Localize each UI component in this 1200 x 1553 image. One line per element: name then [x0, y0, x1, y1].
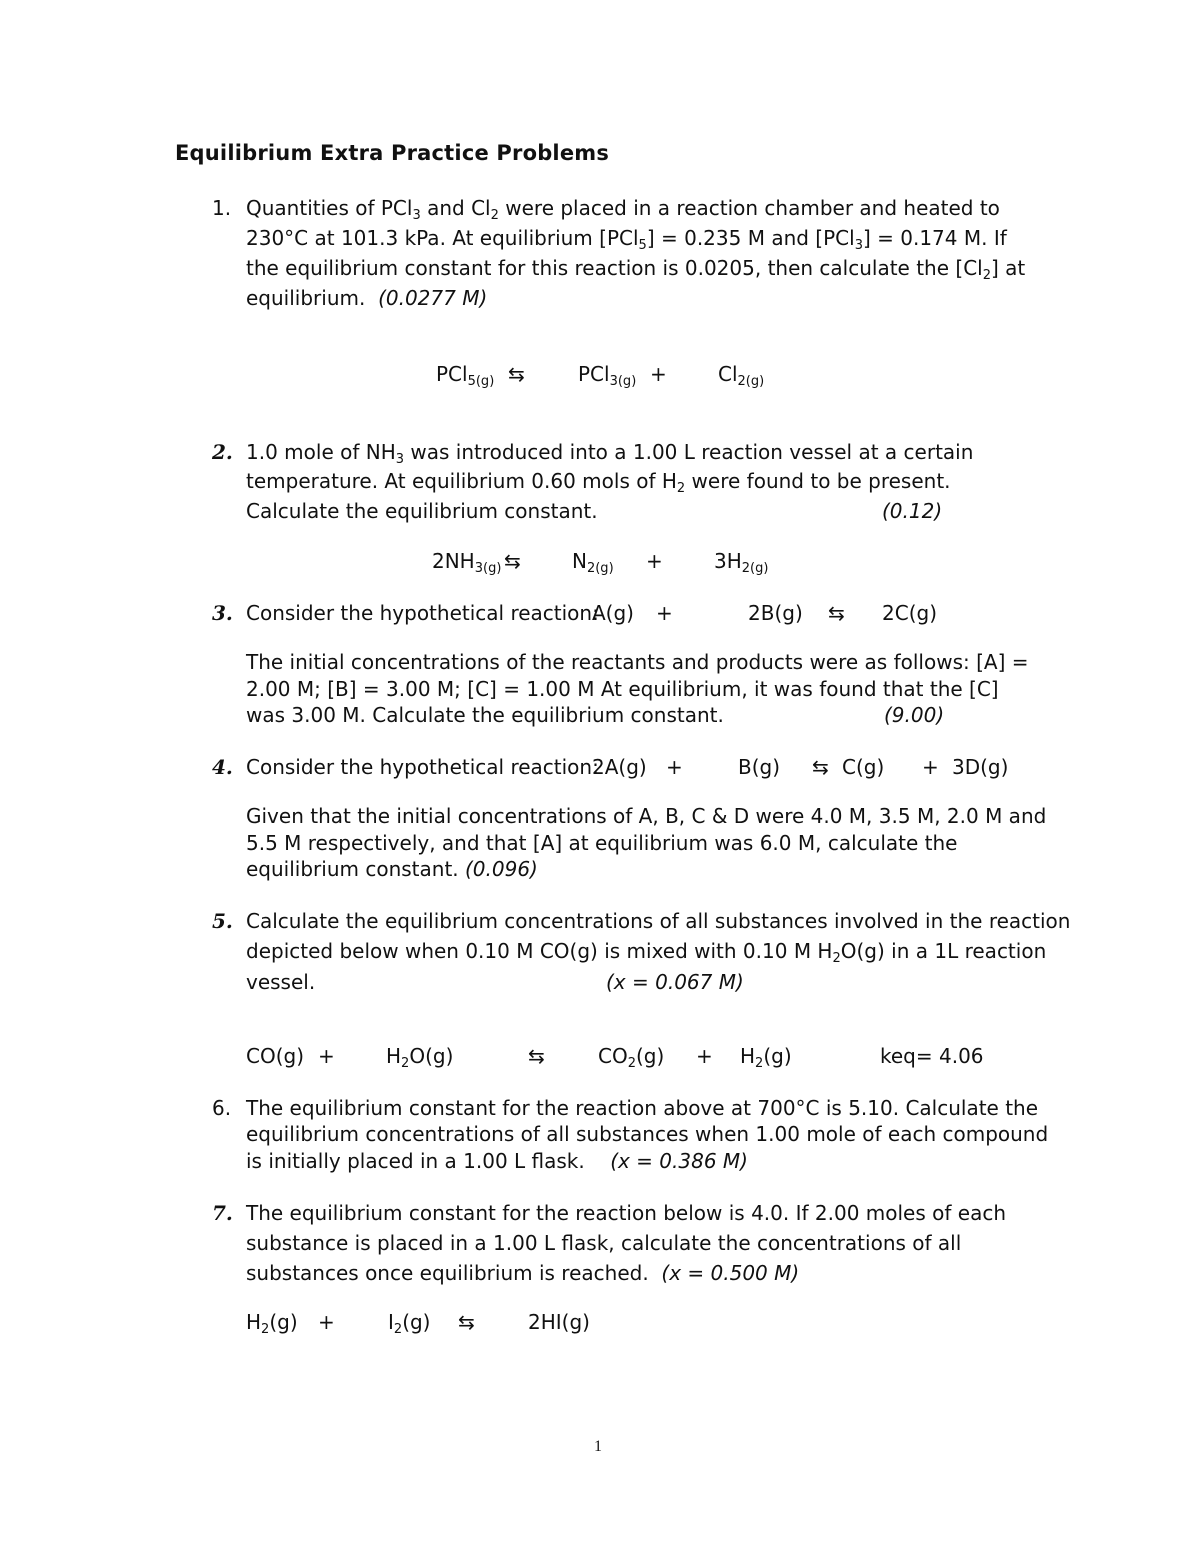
reactant: 2B(g): [748, 601, 803, 625]
product: 2C(g): [882, 601, 937, 625]
problem-text-line: substance is placed in a 1.00 L flask, calculate the concentrations of all: [246, 1231, 962, 1255]
product: C(g): [842, 755, 885, 779]
reactant: B(g): [738, 755, 781, 779]
problem-text-line: is initially placed in a 1.00 L flask. (x = 0.386 M): [246, 1149, 748, 1173]
problem-text-line: Given that the initial concentrations of A, B, C & D were 4.0 M, 3.5 M, 2.0 M and: [246, 804, 1047, 828]
problem-text-line: temperature. At equilibrium 0.60 mols of $H_2$ were found to be present.: [246, 469, 951, 496]
page-title: Equilibrium Extra Practice Problems: [175, 141, 610, 165]
problem-text-line: equilibrium concentrations of all substances when 1.00 mole of each compound: [246, 1122, 1049, 1146]
problem-text-line: Consider the hypothetical reaction:: [246, 601, 599, 625]
problem-text-line: was 3.00 M. Calculate the equilibrium constant.: [246, 703, 724, 727]
problem-text-line: The equilibrium constant for the reaction below is 4.0. If 2.00 moles of each: [246, 1201, 1007, 1225]
problem-number: 5.: [212, 909, 233, 933]
problem-text-line: The initial concentrations of the reactants and products were as follows: [A] =: [246, 650, 1029, 674]
reactant: A(g): [592, 601, 634, 625]
answer: (x = 0.500 M): [661, 1261, 800, 1285]
problem-text-line: Calculate the equilibrium concentrations of all substances involved in the reaction: [246, 909, 1071, 933]
problem-text-line: equilibrium. (0.0277 M): [246, 286, 488, 310]
answer: (x = 0.386 M): [610, 1149, 748, 1173]
answer: (0.0277 M): [378, 286, 488, 310]
problem-text-line: Quantities of PCl$_3$ and $Cl_2$ were placed in a reaction chamber and heated to: [246, 196, 1000, 223]
reactant: 2A(g): [592, 755, 647, 779]
problem-text-line: The equilibrium constant for the reaction above at 700°C is 5.10. Calculate the: [246, 1096, 1039, 1120]
problem-text-line: substances once equilibrium is reached. (x = 0.500 M): [246, 1261, 800, 1285]
problem-number: 1.: [212, 196, 232, 220]
answer: (0.096): [465, 857, 538, 881]
problem-text-line: Consider the hypothetical reaction:: [246, 755, 599, 779]
problem-text-line: the equilibrium constant for this reaction is 0.0205, then calculate the $[Cl_2]$ at: [246, 256, 1026, 283]
problem-text-line: 2.00 M; [B] = 3.00 M; [C] = 1.00 M At equilibrium, it was found that the [C]: [246, 677, 999, 701]
problem-text-line: Calculate the equilibrium constant.: [246, 499, 598, 523]
problem-number: 7.: [212, 1201, 233, 1225]
problem-text-line: depicted below when 0.10 M CO(g) is mixed with 0.10 M $H_2O(g)$ in a 1L reaction: [246, 939, 1047, 966]
equilibrium-constant: keq= 4.06: [880, 1044, 984, 1068]
problem-text-line: 230°C at 101.3 kPa. At equilibrium [PCl$_5$] = 0.235 M and [PCl$_3$] = 0.174 M. If: [246, 226, 1007, 253]
product: 3D(g): [952, 755, 1009, 779]
problem-number: 3.: [212, 601, 233, 625]
answer: (9.00): [884, 703, 945, 727]
answer: (0.12): [882, 499, 943, 523]
answer: (x = 0.067 M): [606, 970, 744, 994]
problem-text-line: vessel.: [246, 970, 316, 994]
page-number: 1: [594, 1438, 602, 1455]
problem-number: 4.: [212, 755, 233, 779]
problem-number: 2.: [212, 440, 233, 464]
problem-number: 6.: [212, 1096, 232, 1120]
problem-text-line: equilibrium constant. (0.096): [246, 857, 538, 881]
problem-text-line: 1.0 mole of $NH_3$ was introduced into a 1.00 L reaction vessel at a certain: [246, 440, 974, 467]
problem-text-line: 5.5 M respectively, and that [A] at equilibrium was 6.0 M, calculate the: [246, 831, 958, 855]
